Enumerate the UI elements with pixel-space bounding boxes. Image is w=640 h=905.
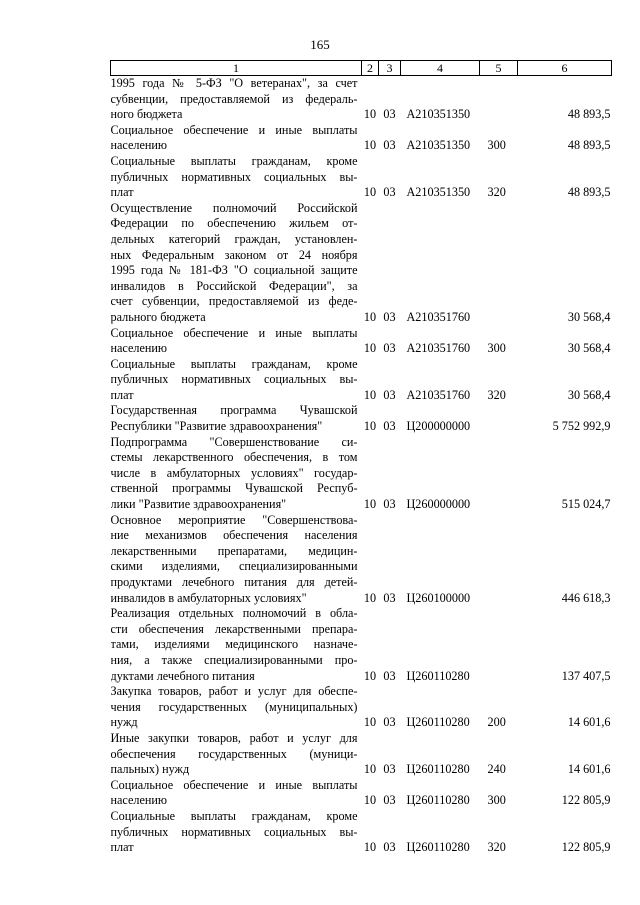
- row-name-cell: [111, 778, 362, 809]
- subsection-code-cell: 03: [383, 341, 396, 356]
- row-name-cell: [111, 513, 362, 607]
- expense-type-cell: [480, 403, 518, 434]
- table-row: [111, 326, 612, 357]
- row-name-line: 1995 года № 181-ФЗ "О социальной защите: [110, 263, 358, 278]
- expense-type-cell: 300: [487, 793, 506, 808]
- expense-type-cell: 320: [487, 840, 506, 855]
- column-header-section: 2: [362, 61, 379, 76]
- target-article-cell: А210351760: [406, 387, 471, 402]
- subsection-code-cell: 03: [383, 185, 396, 200]
- expense-type-cell: [480, 435, 518, 513]
- amount-cell: 446 618,3: [561, 590, 611, 605]
- subsection-code-cell: 03: [383, 762, 396, 777]
- target-article-cell: А210351760: [406, 309, 471, 324]
- row-name-line: дуктами лечебного питания: [110, 668, 255, 683]
- table-header-row: [111, 61, 612, 76]
- section-code-cell: 10: [363, 497, 377, 512]
- row-name-line: 1995 года № 5-ФЗ "О ветеранах", за счет: [110, 76, 358, 90]
- section-code-cell: 10: [363, 590, 377, 605]
- table-body: [111, 76, 612, 856]
- row-name-line: сти обеспечения лекарственными препара-: [110, 621, 358, 636]
- row-name-line: публичных нормативных социальных вы-: [110, 824, 358, 839]
- expense-type-cell: [480, 606, 518, 684]
- amount-cell: 515 024,7: [561, 497, 611, 512]
- row-name-line: рального бюджета: [110, 309, 206, 324]
- target-article-cell: А210351350: [406, 185, 471, 200]
- expense-type-cell: 240: [487, 762, 506, 777]
- table-row: [111, 201, 612, 326]
- row-name-line: Осуществление полномочий Российской: [110, 200, 358, 215]
- row-name-cell: [111, 809, 362, 856]
- row-name-line: инвалидов в амбулаторных условиях": [110, 590, 307, 605]
- target-article-cell: Ц260110280: [406, 762, 470, 777]
- expense-type-cell: [480, 513, 518, 607]
- row-name-line: тами, изделиями медицинского назначе-: [110, 637, 358, 652]
- row-name-line: ного бюджета: [110, 107, 183, 122]
- row-name-line: скими изделиями, специализированными: [110, 559, 358, 574]
- row-name-line: лекарственными препаратами, медицин-: [110, 543, 358, 558]
- target-article-cell: Ц260110280: [406, 840, 470, 855]
- amount-cell: 30 568,4: [567, 309, 611, 324]
- target-article-cell: Ц260110280: [406, 715, 470, 730]
- amount-cell: 5 752 992,9: [552, 419, 611, 434]
- row-name-line: Социальные выплаты гражданам, кроме: [110, 356, 358, 371]
- target-article-cell: А210351760: [406, 341, 471, 356]
- section-code-cell: 10: [363, 715, 377, 730]
- row-name-line: числе в амбулаторных условиях" государ-: [110, 465, 358, 480]
- expense-type-cell: 300: [487, 138, 506, 153]
- table-row: [111, 731, 612, 778]
- section-code-cell: 10: [363, 419, 377, 434]
- amount-cell: 137 407,5: [561, 668, 611, 683]
- row-name-line: Социальное обеспечение и иные выплаты: [110, 122, 358, 137]
- section-code-cell: 10: [363, 341, 377, 356]
- table-row: [111, 435, 612, 513]
- section-code-cell: 10: [363, 668, 377, 683]
- section-code-cell: 10: [363, 185, 377, 200]
- target-article-cell: Ц260110280: [406, 793, 470, 808]
- column-header-name: 1: [111, 61, 362, 76]
- row-name-line: Закупка товаров, работ и услуг для обеспе-: [110, 684, 358, 699]
- budget-table: [110, 60, 612, 856]
- row-name-line: Федерации по обеспечению жильем от-: [110, 216, 358, 231]
- row-name-line: пальных) нужд: [110, 762, 190, 777]
- row-name-line: Социальные выплаты гражданам, кроме: [110, 808, 358, 823]
- column-header-target-article: 4: [401, 61, 480, 76]
- section-code-cell: 10: [363, 840, 377, 855]
- row-name-cell: [111, 154, 362, 201]
- expense-type-cell: 300: [487, 341, 506, 356]
- row-name-line: Реализация отдельных полномочий в обла-: [110, 606, 358, 621]
- row-name-line: Основное мероприятие "Совершенствова-: [110, 512, 358, 527]
- amount-cell: 30 568,4: [567, 387, 611, 402]
- amount-cell: 48 893,5: [567, 138, 611, 153]
- expense-type-cell: 320: [487, 387, 506, 402]
- subsection-code-cell: 03: [383, 138, 396, 153]
- row-name-cell: [111, 435, 362, 513]
- amount-cell: 30 568,4: [567, 341, 611, 356]
- row-name-line: лики "Развитие здравоохранения": [110, 497, 287, 512]
- table-row: [111, 684, 612, 731]
- target-article-cell: Ц200000000: [406, 419, 471, 434]
- row-name-line: субвенции, предоставляемой из федераль-: [110, 91, 358, 106]
- expense-type-cell: 200: [487, 715, 506, 730]
- row-name-line: ных Федеральным законом от 24 ноября: [110, 247, 358, 262]
- row-name-line: стемы лекарственного обеспечения, в том: [110, 450, 358, 465]
- page-number: 165: [310, 37, 330, 52]
- amount-cell: 122 805,9: [561, 840, 611, 855]
- section-code-cell: 10: [363, 107, 377, 122]
- row-name-line: чения государственных (муниципальных): [110, 699, 358, 714]
- section-code-cell: 10: [363, 387, 377, 402]
- row-name-line: обеспечения государственных (муници-: [110, 746, 358, 761]
- table-row: [111, 778, 612, 809]
- row-name-line: инвалидов в Российской Федерации", за: [110, 278, 358, 293]
- expense-type-cell: [480, 201, 518, 326]
- table-row: [111, 403, 612, 434]
- target-article-cell: Ц260110280: [406, 668, 470, 683]
- column-header-amount: 6: [518, 61, 612, 76]
- table-row: [111, 513, 612, 607]
- subsection-code-cell: 03: [383, 497, 396, 512]
- row-name-line: Подпрограмма "Совершенствование си-: [110, 434, 358, 449]
- expense-type-cell: [480, 76, 518, 123]
- table-row: [111, 76, 612, 123]
- amount-cell: 48 893,5: [567, 107, 611, 122]
- section-code-cell: 10: [363, 762, 377, 777]
- row-name-line: плат: [110, 387, 134, 402]
- target-article-cell: Ц260100000: [406, 590, 471, 605]
- subsection-code-cell: 03: [383, 419, 396, 434]
- column-header-expense-type: 5: [480, 61, 518, 76]
- row-name-cell: [111, 403, 362, 434]
- subsection-code-cell: 03: [383, 715, 396, 730]
- amount-cell: 14 601,6: [567, 762, 611, 777]
- target-article-cell: А210351350: [406, 138, 471, 153]
- table-row: [111, 123, 612, 154]
- row-name-line: населению: [110, 793, 168, 808]
- row-name-cell: [111, 357, 362, 404]
- table-row: [111, 809, 612, 856]
- subsection-code-cell: 03: [383, 840, 396, 855]
- row-name-line: Иные закупки товаров, работ и услуг для: [110, 730, 358, 745]
- target-article-cell: А210351350: [406, 107, 471, 122]
- amount-cell: 48 893,5: [567, 185, 611, 200]
- table-row: [111, 606, 612, 684]
- row-name-line: публичных нормативных социальных вы-: [110, 372, 358, 387]
- subsection-code-cell: 03: [383, 107, 396, 122]
- row-name-line: плат: [110, 185, 134, 200]
- row-name-line: Социальное обеспечение и иные выплаты: [110, 777, 358, 792]
- subsection-code-cell: 03: [383, 590, 396, 605]
- row-name-cell: [111, 684, 362, 731]
- section-code-cell: 10: [363, 138, 377, 153]
- table-row: [111, 357, 612, 404]
- expense-type-cell: 320: [487, 185, 506, 200]
- row-name-line: дельных категорий граждан, установлен-: [110, 231, 358, 246]
- row-name-line: плат: [110, 840, 134, 855]
- row-name-line: Республики "Развитие здравоохранения": [110, 419, 323, 434]
- row-name-cell: [111, 76, 362, 123]
- amount-cell: 14 601,6: [567, 715, 611, 730]
- subsection-code-cell: 03: [383, 793, 396, 808]
- row-name-line: ственной программы Чувашской Респуб-: [110, 481, 358, 496]
- row-name-line: Государственная программа Чувашской: [110, 403, 358, 418]
- row-name-cell: [111, 731, 362, 778]
- row-name-cell: [111, 606, 362, 684]
- table-row: [111, 154, 612, 201]
- row-name-line: Социальное обеспечение и иные выплаты: [110, 325, 358, 340]
- section-code-cell: 10: [363, 309, 377, 324]
- column-header-subsection: 3: [379, 61, 401, 76]
- row-name-line: Социальные выплаты гражданам, кроме: [110, 153, 358, 168]
- row-name-line: населению: [110, 138, 168, 153]
- row-name-line: публичных нормативных социальных вы-: [110, 169, 358, 184]
- row-name-cell: [111, 326, 362, 357]
- section-code-cell: 10: [363, 793, 377, 808]
- target-article-cell: Ц260000000: [406, 497, 471, 512]
- row-name-line: ния, а также специализированными про-: [110, 652, 358, 667]
- row-name-line: ние механизмов обеспечения населения: [110, 528, 358, 543]
- amount-cell: 122 805,9: [561, 793, 611, 808]
- row-name-line: счет субвенции, предоставляемой из феде-: [110, 294, 358, 309]
- subsection-code-cell: 03: [383, 309, 396, 324]
- row-name-line: продуктами лечебного питания для детей-: [110, 575, 358, 589]
- row-name-cell: [111, 123, 362, 154]
- subsection-code-cell: 03: [383, 668, 396, 683]
- row-name-line: нужд: [110, 715, 138, 730]
- row-name-line: населению: [110, 341, 168, 356]
- subsection-code-cell: 03: [383, 387, 396, 402]
- row-name-cell: [111, 201, 362, 326]
